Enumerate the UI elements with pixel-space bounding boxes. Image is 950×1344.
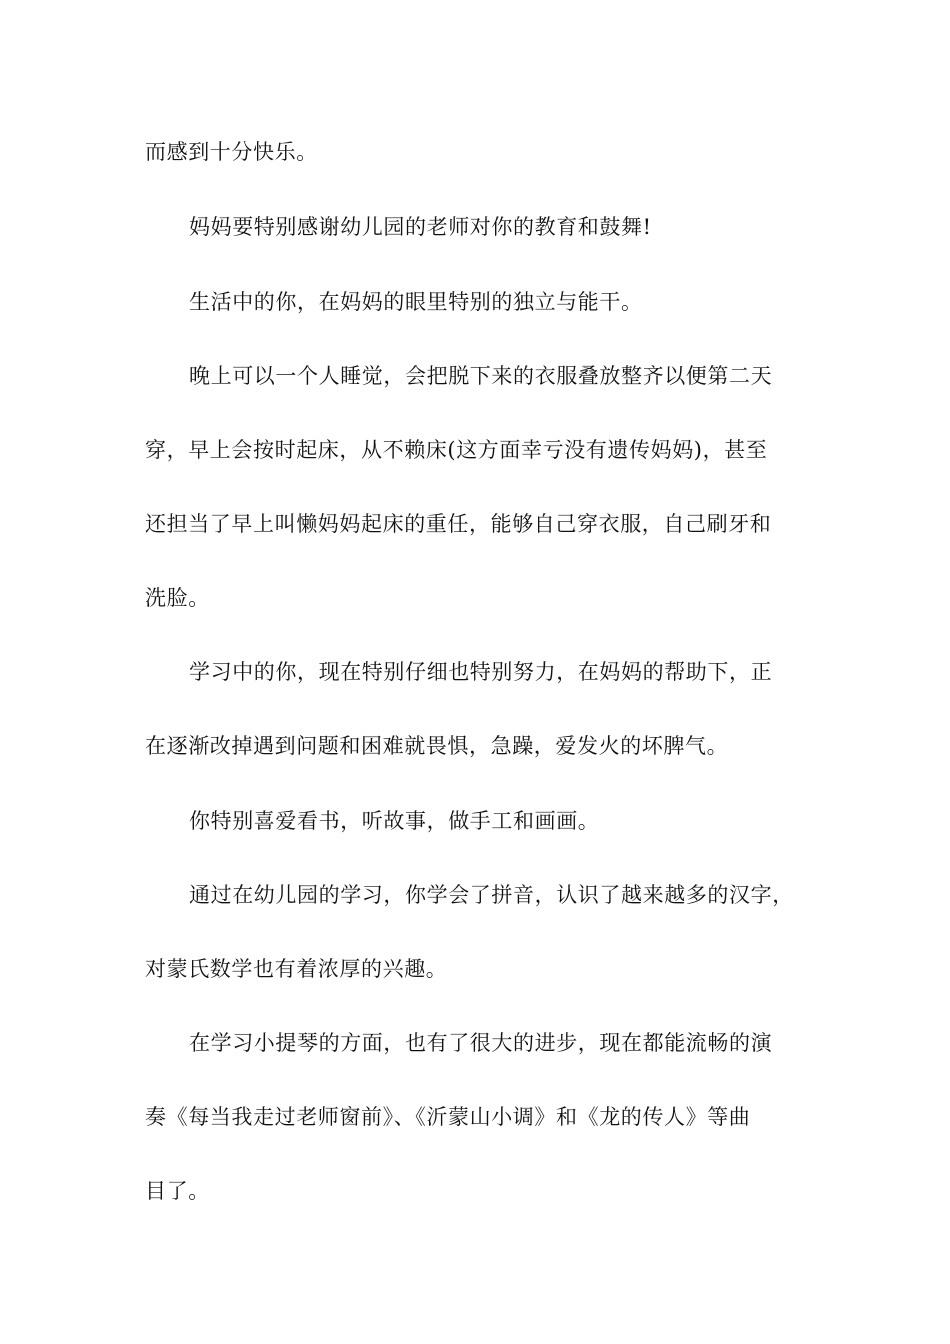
text-line: 目了。 [145, 1179, 210, 1203]
text-line: 洗脸。 [145, 586, 210, 610]
text-line: 妈妈要特别感谢幼儿园的老师对你的教育和鼓舞! [189, 215, 652, 239]
text-line: 你特别喜爱看书，听故事，做手工和画画。 [189, 809, 600, 833]
text-line: 奏《每当我走过老师窗前》、《沂蒙山小调》和《龙的传人》等曲 [145, 1105, 751, 1129]
text-line: 在学习小提琴的方面，也有了很大的进步，现在都能流畅的演 [189, 1031, 773, 1055]
text-line: 而感到十分快乐。 [145, 140, 318, 164]
text-line: 在逐渐改掉遇到问题和困难就畏惧，急躁，爱发火的坏脾气。 [145, 734, 729, 758]
text-line: 生活中的你，在妈妈的眼里特别的独立与能干。 [189, 290, 643, 314]
text-line: 还担当了早上叫懒妈妈起床的重任，能够自己穿衣服，自己刷牙和 [145, 512, 772, 536]
text-line: 通过在幼儿园的学习，你学会了拼音，认识了越来越多的汉字， [189, 883, 794, 907]
text-line: 晚上可以一个人睡觉，会把脱下来的衣服叠放整齐以便第二天 [189, 364, 773, 388]
text-line: 对蒙氏数学也有着浓厚的兴趣。 [145, 957, 448, 981]
text-line: 学习中的你，现在特别仔细也特别努力，在妈妈的帮助下，正 [189, 660, 773, 684]
text-line: 穿，早上会按时起床，从不赖床(这方面幸亏没有遗传妈妈)，甚至 [145, 438, 768, 462]
